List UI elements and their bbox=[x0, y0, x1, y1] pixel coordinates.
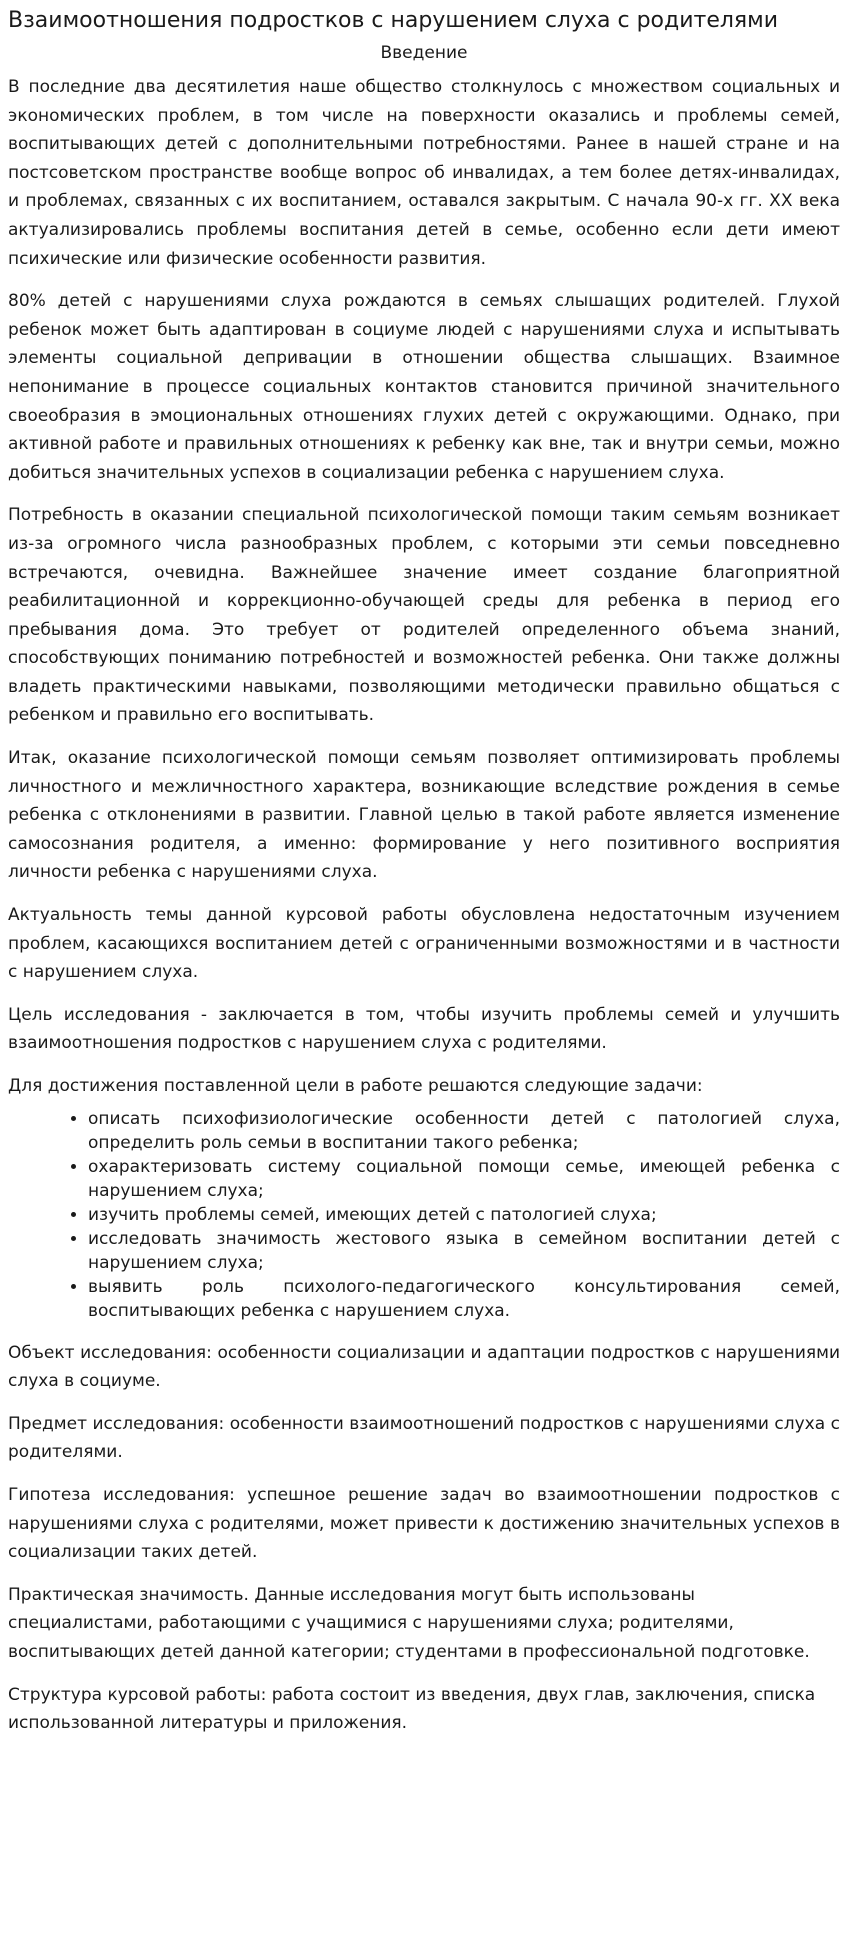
list-item: • описать психофизиологические особенности детей с патологией слуха, определить роль семьи в воспитании такого ребенка; bbox=[88, 1107, 840, 1155]
paragraph-hypothesis: Гипотеза исследования: успешное решение задач во взаимоотношении подростков с нарушениями слуха с родителями, может привести к достижению значительных успехов в социализации таких детей. bbox=[8, 1484, 840, 1563]
list-item: • выявить роль психолого-педагогического консультирования семей, воспитывающих ребенка с нарушением слуха. bbox=[88, 1275, 840, 1323]
paragraph-relevance: Актуальность темы данной курсовой работы обусловлена недостаточным изучением проблем, касающихся воспитанием детей с ограниченными возможностями и в частности с нарушением слуха. bbox=[8, 905, 840, 983]
paragraph-statistics: 80% детей с нарушениями слуха рождаются в семьях слышащих родителей. Глухой ребенок может быть адаптирован в социуме людей с нарушениями слуха и испытывать элементы социальной депривации в отношении общества слышащих. Взаимное непонимание в процессе социальных контактов становится причиной значительного своеобразия в эмоциональных отношениях глухих детей с окружающими. Однако, при активной работе и правильных отношениях к ребенку как вне, так и внутри семьи, можно добиться значительных успехов в социализации ребенка с нарушением слуха. bbox=[8, 291, 840, 483]
paragraph-structure: Структура курсовой работы: работа состоит из введения, двух глав, заключения, списка использованной литературы и приложения. bbox=[8, 1684, 816, 1734]
paragraph-practical-significance: Практическая значимость. Данные исследования могут быть использованы специалистами, работающими с учащимися с нарушениями слуха; родителями, воспитывающих детей данной категории; студентами в профессиональной подготовке. bbox=[8, 1584, 810, 1662]
list-item: • охарактеризовать систему социальной помощи семье, имеющей ребенка с нарушением слуха; bbox=[88, 1155, 840, 1203]
paragraph-object: Объект исследования: особенности социализации и адаптации подростков с нарушениями слуха в социуме. bbox=[8, 1342, 840, 1392]
paragraph-need-for-help: Потребность в оказании специальной психологической помощи таким семьям возникает из-за огромного числа разнообразных проблем, с которыми эти семьи повседневно встречаются, очевидна. Важнейшее значение имеет создание благоприятной реабилитационной и коррекционно-обучающей среды для ребенка в период его пребывания дома. Это требует от родителей определенного объема знаний, способствующих пониманию потребностей и возможностей ребенка. Они также должны владеть практическими навыками, позволяющими методически правильно общаться с ребенком и правильно его воспитывать. bbox=[8, 505, 840, 726]
paragraph-goal: Цель исследования - заключается в том, чтобы изучить проблемы семей и улучшить взаимоотношения подростков с нарушением слуха с родителями. bbox=[8, 1004, 840, 1054]
paragraph-psychological-help: Итак, оказание психологической помощи семьям позволяет оптимизировать проблемы личностного и межличностного характера, возникающие вследствие рождения в семье ребенка с отклонениями в развитии. Главной целью в такой работе является изменение самосознания родителя, а именно: формирование у него позитивного восприятия личности ребенка с нарушениями слуха. bbox=[8, 748, 840, 883]
section-heading: Введение bbox=[380, 43, 468, 63]
paragraph-intro: В последние два десятилетия наше общество столкнулось с множеством социальных и экономических проблем, в том числе на поверхности оказались и проблемы семей, воспитывающих детей с дополнительными потребностями. Ранее в нашей стране и на постсоветском пространстве вообще вопрос об инвалидах, а тем более детях-инвалидах, и проблемах, связанных с их воспитанием, оставался закрытым. С начала 90-х гг. XX века актуализировались проблемы воспитания детей в семье, особенно если дети имеют психические или физические особенности развития. bbox=[8, 77, 840, 269]
paragraph-subject: Предмет исследования: особенности взаимоотношений подростков с нарушениями слуха с родителями. bbox=[8, 1413, 840, 1463]
paragraph-tasks-intro: Для достижения поставленной цели в работе решаются следующие задачи: bbox=[8, 1076, 703, 1096]
list-item: • изучить проблемы семей, имеющих детей с патологией слуха; bbox=[88, 1203, 840, 1227]
tasks-list bbox=[8, 1107, 840, 1323]
list-item: • исследовать значимость жестового языка в семейном воспитании детей с нарушением слуха; bbox=[88, 1227, 840, 1275]
document-title: Взаимоотношения подростков с нарушением слуха с родителями bbox=[8, 8, 779, 33]
